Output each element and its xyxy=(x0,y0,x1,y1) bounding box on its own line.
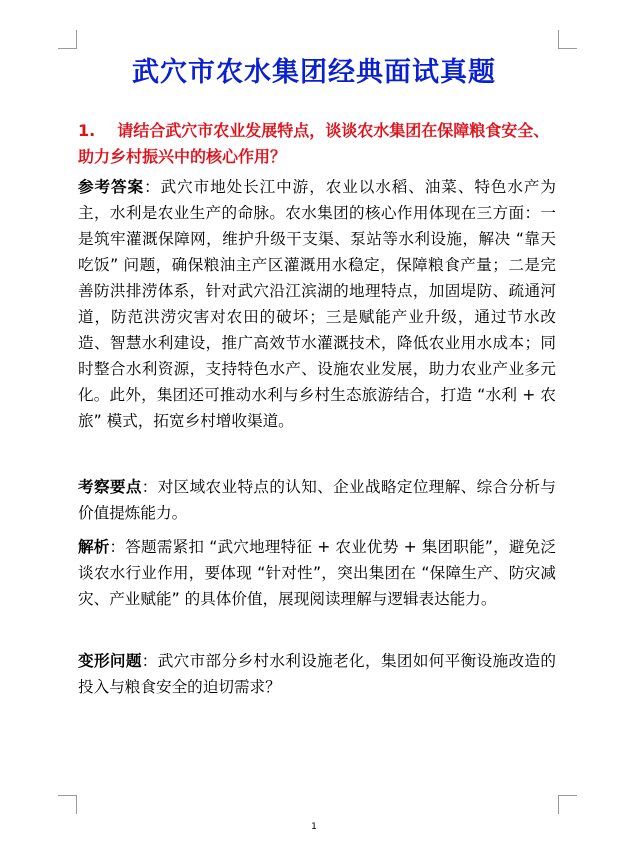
question-text: 请结合武穴市农业发展特点，谈谈农水集团在保障粮食安全、助力乡村振兴中的核心作用？ xyxy=(78,121,550,166)
key-points-text: ：对区域农业特点的认知、企业战略定位理解、综合分析与价值提炼能力。 xyxy=(78,478,556,522)
reference-answer-label: 参考答案 xyxy=(78,178,145,196)
analysis-section xyxy=(78,534,556,612)
variant-question-text: ：武穴市部分乡村水利设施老化，集团如何平衡设施改造的投入与粮食安全的迫切需求？ xyxy=(78,652,556,696)
crop-mark-bottom-right xyxy=(558,795,577,814)
page-title: 武穴市农水集团经典面试真题 xyxy=(132,57,496,88)
key-points-label: 考察要点 xyxy=(78,478,142,496)
reference-answer-section xyxy=(78,174,556,434)
analysis-label: 解析 xyxy=(78,538,110,556)
crop-mark-bottom-left xyxy=(58,795,77,814)
question-number: 1. xyxy=(78,121,96,140)
variant-question-label: 变形问题 xyxy=(78,652,142,670)
crop-mark-top-right xyxy=(558,30,577,49)
variant-question-section xyxy=(78,648,556,700)
crop-mark-top-left xyxy=(58,30,77,49)
key-points-section xyxy=(78,474,556,526)
analysis-text: ：答题需紧扣 “武穴地理特征 + 农业优势 + 集团职能”，避免泛谈农水行业作用，要体现 “针对性”，突出集团在 “保障生产、防灾减灾、产业赋能” 的具体价值，展现阅读理解与逻辑表达能力。 xyxy=(78,538,556,608)
reference-answer-text: ：武穴市地处长江中游，农业以水稻、油菜、特色水产为主，水利是农业生产的命脉。农水集团的核心作用体现在三方面：一是筑牢灌溉保障网，维护升级干支渠、泵站等水利设施，解决 “靠天吃饭” 问题，确保粮油主产区灌溉用水稳定，保障粮食产量；二是完善防洪排涝体系，针对武穴沿江滨湖的地理特点，加固堤防、疏通河道，防范洪涝灾害对农田的破坏；三是赋能产业升级，通过节水改造、智慧水利建设，推广高效节水灌溉技术，降低农业用水成本；同时整合水利资源，支持特色水产、设施农业发展，助力农业产业多元化。此外，集团还可推动水利与乡村生态旅游结合，打造 “水利 + 农旅” 模式，拓宽乡村增收渠道。 xyxy=(78,178,556,430)
question-1 xyxy=(78,118,554,170)
page-number: 1 xyxy=(311,822,317,832)
